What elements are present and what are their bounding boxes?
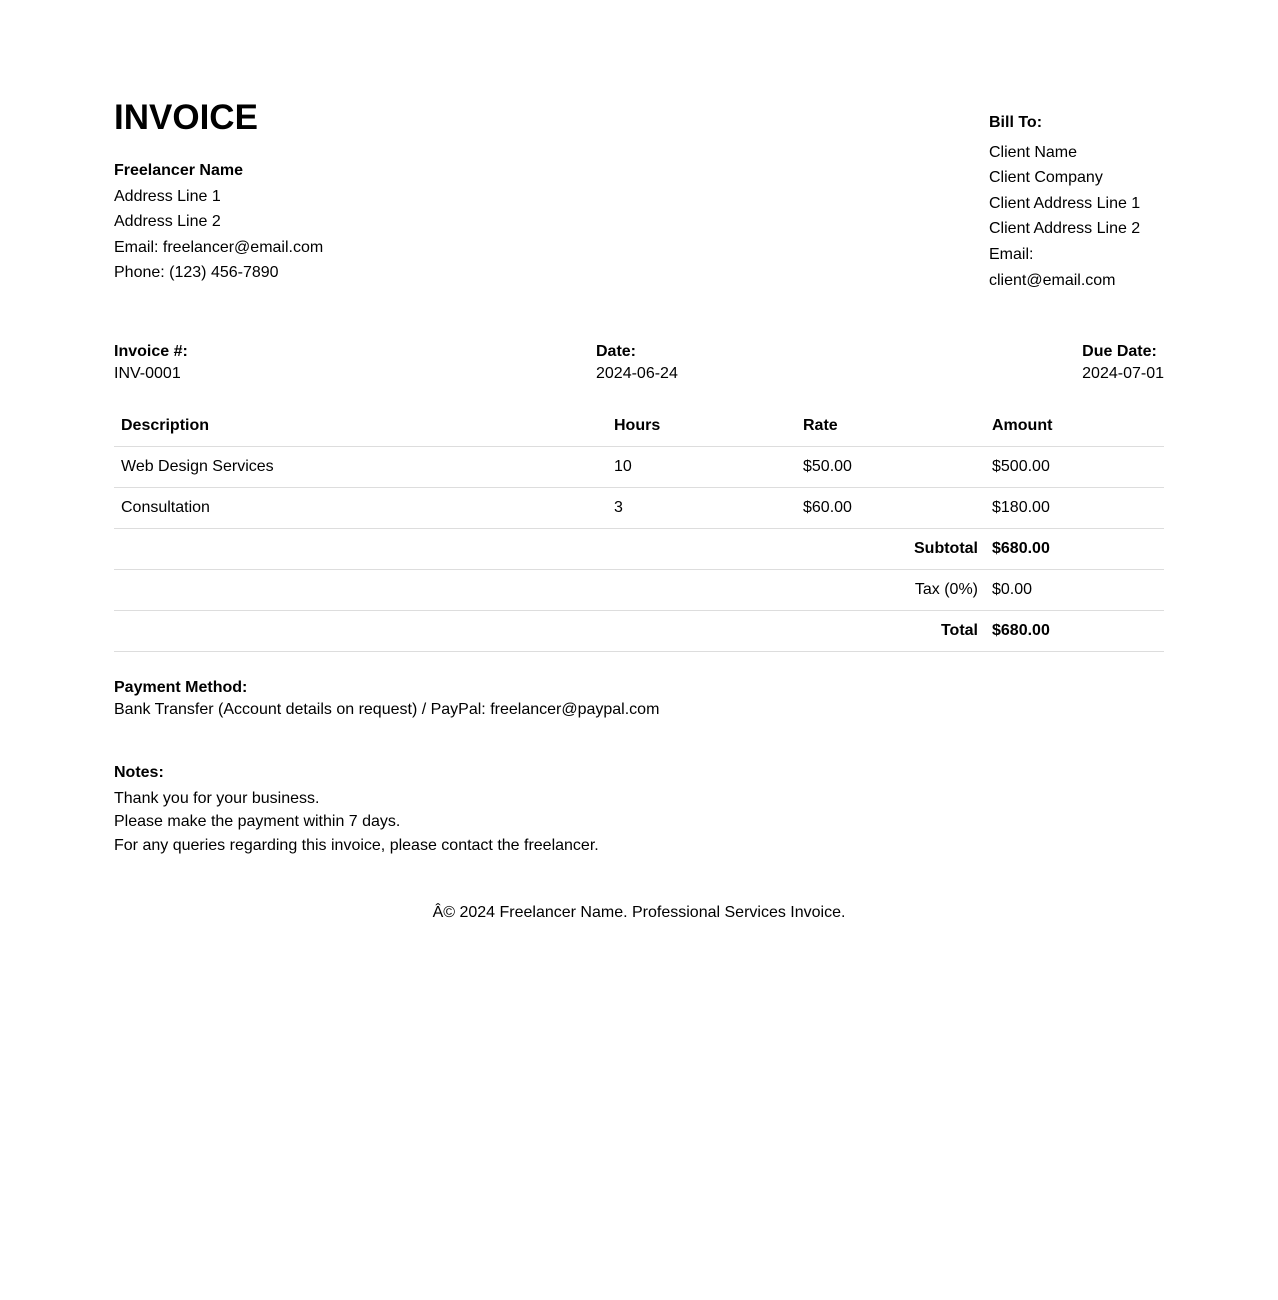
column-header-hours: Hours xyxy=(607,406,796,447)
item-hours: 3 xyxy=(607,488,796,529)
total-row xyxy=(114,611,1164,652)
bill-to xyxy=(989,110,1164,293)
item-rate: $50.00 xyxy=(796,447,985,488)
invoice-date-label: Date: xyxy=(596,343,637,360)
subtotal-value: $680.00 xyxy=(985,529,1164,570)
table-row xyxy=(114,447,1164,488)
item-description: Web Design Services xyxy=(114,447,607,488)
note-line: Please make the payment within 7 days. xyxy=(114,813,401,831)
subtotal-row xyxy=(114,529,1164,570)
client-address-line-2: Client Address Line 2 xyxy=(989,220,1141,238)
freelancer-email: Email: freelancer@email.com xyxy=(114,238,324,256)
invoice-meta xyxy=(114,341,1164,391)
note-line: For any queries regarding this invoice, please contact the freelancer. xyxy=(114,836,599,854)
freelancer-address-line-2: Address Line 2 xyxy=(114,213,221,231)
client-company: Client Company xyxy=(989,169,1103,187)
due-date-label: Due Date: xyxy=(1082,343,1157,360)
due-date: 2024-07-01 xyxy=(1082,365,1164,382)
column-header-amount: Amount xyxy=(985,406,1164,447)
freelancer-phone: Phone: (123) 456-7890 xyxy=(114,264,279,282)
notes xyxy=(114,761,599,857)
invoice-number-label: Invoice #: xyxy=(114,343,188,360)
subtotal-label: Subtotal xyxy=(114,529,985,570)
total-label: Total xyxy=(114,611,985,652)
client-address-line-1: Client Address Line 1 xyxy=(989,194,1141,212)
freelancer-info xyxy=(114,158,323,286)
tax-row xyxy=(114,570,1164,611)
table-header-row xyxy=(114,406,1164,447)
total-value: $680.00 xyxy=(985,611,1164,652)
line-items-table xyxy=(114,406,1164,652)
item-rate: $60.00 xyxy=(796,488,985,529)
notes-label: Notes: xyxy=(114,764,164,781)
client-email: Email: client@email.com xyxy=(989,245,1116,289)
tax-label: Tax (0%) xyxy=(114,570,985,611)
invoice-title: INVOICE xyxy=(114,98,258,137)
note-line: Thank you for your business. xyxy=(114,789,320,807)
invoice-page xyxy=(114,0,1164,921)
freelancer-address-line-1: Address Line 1 xyxy=(114,187,221,205)
tax-value: $0.00 xyxy=(985,570,1164,611)
item-hours: 10 xyxy=(607,447,796,488)
footer-copyright: Â© 2024 Freelancer Name. Professional Services Invoice. xyxy=(432,904,846,921)
table-row xyxy=(114,488,1164,529)
payment-method-label: Payment Method: xyxy=(114,679,248,696)
due-date-block xyxy=(1082,341,1164,385)
invoice-date-block xyxy=(596,341,678,385)
client-name: Client Name xyxy=(989,143,1078,161)
invoice-number: INV-0001 xyxy=(114,365,181,382)
payment-method xyxy=(114,677,659,721)
item-amount: $500.00 xyxy=(985,447,1164,488)
item-amount: $180.00 xyxy=(985,488,1164,529)
freelancer-name: Freelancer Name xyxy=(114,162,243,179)
invoice-header xyxy=(114,0,1164,300)
invoice-date: 2024-06-24 xyxy=(596,365,678,382)
column-header-description: Description xyxy=(114,406,607,447)
invoice-number-block xyxy=(114,341,188,385)
payment-method-text: Bank Transfer (Account details on request) / PayPal: freelancer@paypal.com xyxy=(114,701,660,718)
bill-to-label: Bill To: xyxy=(989,114,1043,131)
column-header-rate: Rate xyxy=(796,406,985,447)
item-description: Consultation xyxy=(114,488,607,529)
